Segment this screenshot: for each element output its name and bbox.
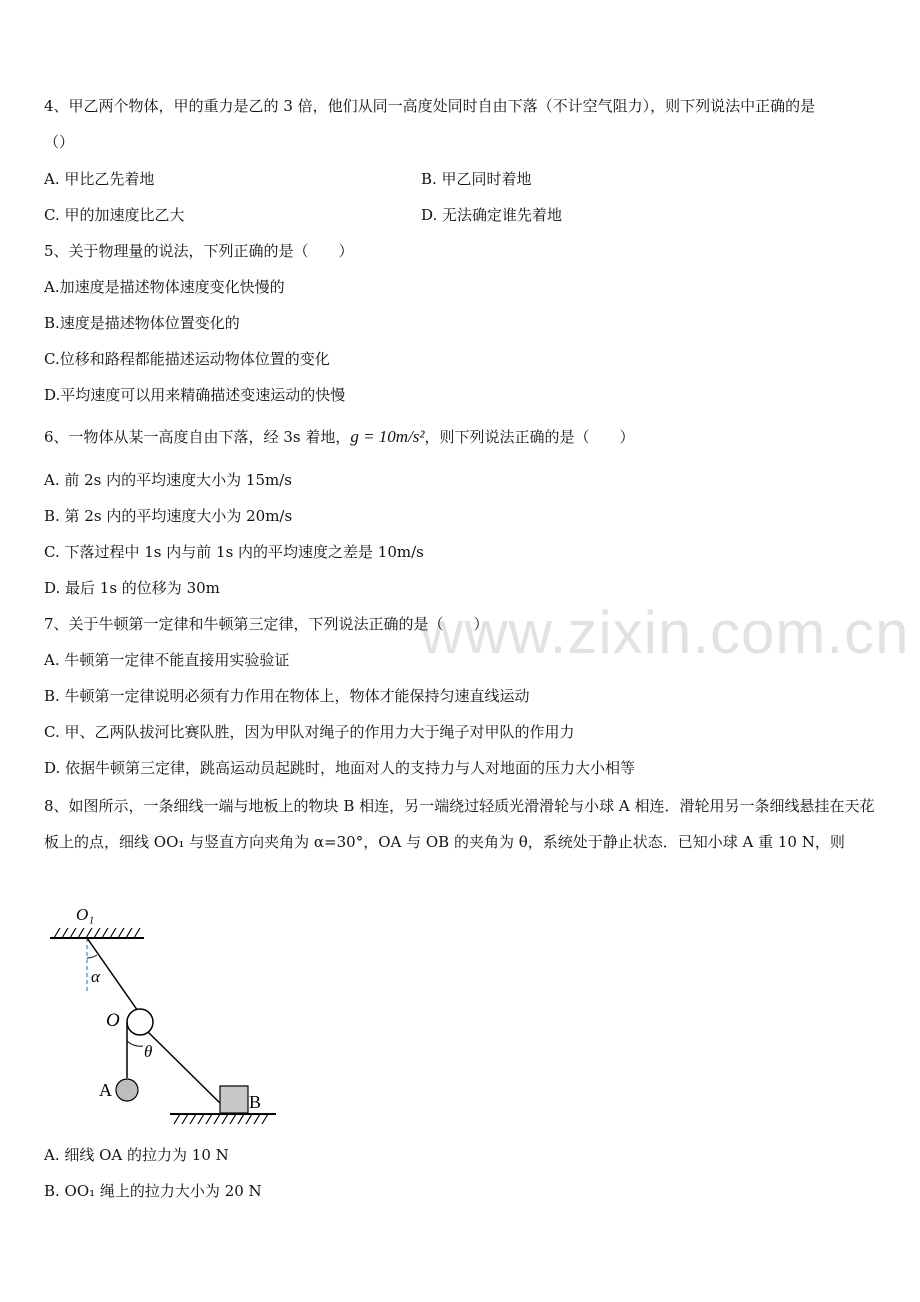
q6-option-c: C. 下落过程中 1s 内与前 1s 内的平均速度之差是 10m/s [44, 543, 424, 561]
alpha-arc [87, 955, 97, 958]
floor-hatch [174, 1114, 268, 1124]
q7-option-c: C. 甲、乙两队拔河比赛队胜，因为甲队对绳子的作用力大于绳子对甲队的作用力 [44, 723, 575, 741]
watermark: www.zixin.com.cn [420, 599, 910, 666]
label-alpha: α [91, 967, 100, 986]
label-o1: O₁ [76, 905, 95, 924]
pulley [127, 1009, 153, 1035]
label-theta: θ [144, 1042, 153, 1061]
q5-stem: 5、关于物理量的说法，下列正确的是（ ） [44, 242, 354, 260]
q4-option-b: B. 甲乙同时着地 [421, 170, 532, 188]
q5-option-a: A.加速度是描述物体速度变化快慢的 [44, 278, 285, 296]
q4-option-c: C. 甲的加速度比乙大 [44, 206, 185, 224]
label-o: O [106, 1010, 120, 1031]
q6-option-a: A. 前 2s 内的平均速度大小为 15m/s [44, 471, 292, 489]
q6-stem [44, 427, 635, 447]
q7-option-a: A. 牛顿第一定律不能直接用实验验证 [44, 651, 290, 669]
q8-option-b: B. OO₁ 绳上的拉力大小为 20 N [44, 1182, 262, 1200]
theta-arc [127, 1041, 143, 1046]
q7-option-b: B. 牛顿第一定律说明必须有力作用在物体上，物体才能保持匀速直线运动 [44, 687, 530, 705]
q5-option-d: D.平均速度可以用来精确描述变速运动的快慢 [44, 386, 346, 404]
rope-ob [148, 1032, 225, 1108]
q4-stem-tail: （） [44, 133, 75, 151]
q7-option-d: D. 依据牛顿第三定律，跳高运动员起跳时，地面对人的支持力与人对地面的压力大小相等 [44, 759, 636, 777]
ball-a [116, 1079, 138, 1101]
q6-stem-pre: 6、一物体从某一高度自由下落，经 3s 着地， [44, 428, 351, 446]
q6-option-b: B. 第 2s 内的平均速度大小为 20m/s [44, 507, 293, 525]
label-a: A [99, 1080, 112, 1100]
q4-option-d: D. 无法确定谁先着地 [421, 206, 563, 224]
q7-stem: 7、关于牛顿第一定律和牛顿第三定律，下列说法正确的是（ ） [44, 615, 489, 633]
q6-stem-post: ，则下列说法正确的是（ ） [424, 428, 635, 446]
q5-option-b: B.速度是描述物体位置变化的 [44, 314, 240, 332]
pulley-diagram [40, 896, 290, 1136]
q6-option-d: D. 最后 1s 的位移为 30m [44, 579, 220, 597]
q6-formula: g = 10m/s² [350, 427, 425, 446]
q4-option-a: A. 甲比乙先着地 [44, 170, 155, 188]
q4-stem [44, 88, 879, 160]
q4-stem-text: 4、甲乙两个物体，甲的重力是乙的 3 倍，他们从同一高度处同时自由下落（不计空气阻力），则下列说法中正确的是 [44, 97, 816, 115]
q8-option-a: A. 细线 OA 的拉力为 10 N [44, 1146, 229, 1164]
block-b [220, 1086, 248, 1113]
label-b: B [249, 1092, 262, 1112]
ceiling-hatch [54, 928, 140, 938]
q5-option-c: C.位移和路程都能描述运动物体位置的变化 [44, 350, 330, 368]
q8-stem: 8、如图所示，一条细线一端与地板上的物块 B 相连，另一端绕过轻质光滑滑轮与小球 A 相连．滑轮用另一条细线悬挂在天花板上的点，细线 OO₁ 与竖直方向夹角为 α=30°，OA 与 OB 的夹角为 θ，系统处于静止状态．已知小球 A 重 10 N，则 [44, 797, 875, 851]
